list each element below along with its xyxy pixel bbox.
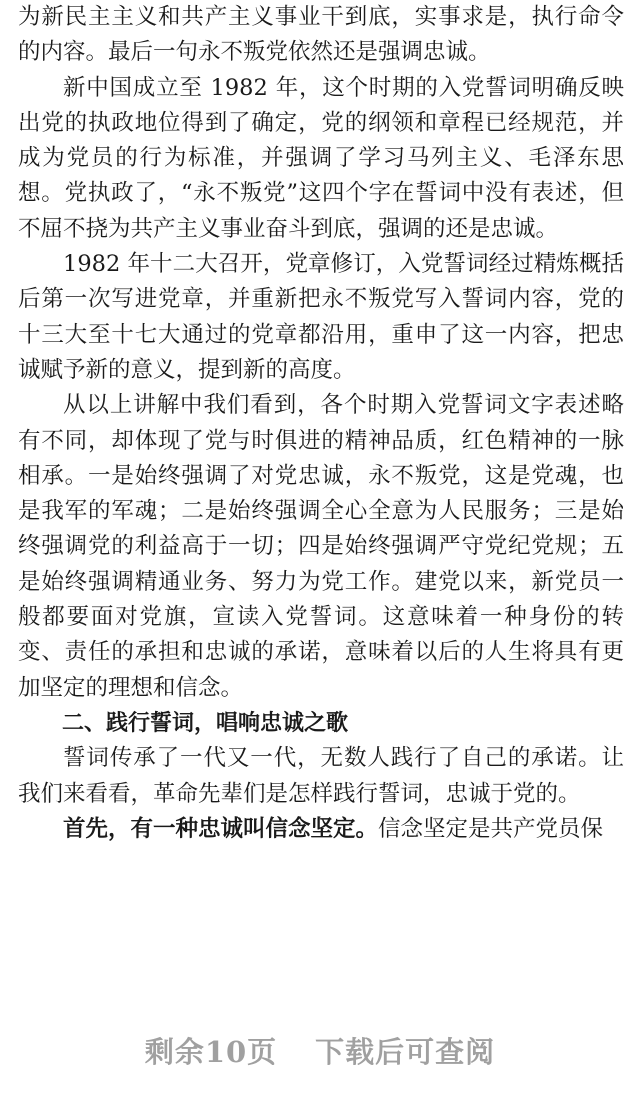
download-to-view-label: 下载后可查阅 <box>315 1035 496 1069</box>
section-heading: 二、践行誓词，唱响忠诚之歌 <box>62 710 349 736</box>
paragraph-1982-period: 新中国成立至 1982 年，这个时期的入党誓词明确反映出党的执政地位得到了确定，党的纲领和章程已经规范，并成为党员的行为标准，并强调了学习马列主义、毛泽东思想。党执政了，“永不叛党”这四个字在誓词中没有表述，但不屈不挠为共产主义事业奋斗到底，强调的还是忠诚。 <box>18 74 624 242</box>
paragraph-summary: 从以上讲解中我们看到，各个时期入党誓词文字表述略有不同，却体现了党与时俱进的精神品质，红色精神的一脉相承。一是始终强调了对党忠诚，永不叛党，这是党魂，也是我军的军魂；二是始终强调全心全意为人民服务；三是始终强调党的利益高于一切；四是始终强调严守党纪党规；五是始终强调精通业务、努力为党工作。建党以来，新党员一般都要面对党旗，宣读入党誓词。这意味着一种身份的转变、责任的承担和忠诚的承诺，意味着以后的人生将具有更加坚定的理想和信念。 <box>18 392 624 701</box>
paragraph-oath-passed-down: 誓词传承了一代又一代，无数人践行了自己的承诺。让我们来看看，革命先辈们是怎样践行誓词，忠诚于党的。 <box>18 745 624 807</box>
document-body <box>18 0 624 847</box>
paragraph-lead-text: 首先，有一种忠诚叫信念坚定。 <box>63 815 379 842</box>
remaining-pages-label: 剩余10页 <box>144 1035 278 1069</box>
paragraph-twelfth-congress: 1982 年十二大召开，党章修订，入党誓词经过精炼概括后第一次写进党章，并重新把永不叛党写入誓词内容，党的十三大至十七大通过的党章都沿用，重申了这一内容，把忠诚赋予新的意义，提到新的高度。 <box>18 251 624 383</box>
paragraph-truncated-text: 信念坚定是共产党员保 <box>378 815 604 842</box>
download-prompt[interactable] <box>0 1030 640 1071</box>
paragraph-first-point <box>18 812 624 847</box>
content-fade-overlay <box>0 860 640 990</box>
paragraph-continuation: 为新民主主义和共产主义事业干到底，实事求是，执行命令的内容。最后一句永不叛党依然还是强调忠诚。 <box>18 4 624 66</box>
